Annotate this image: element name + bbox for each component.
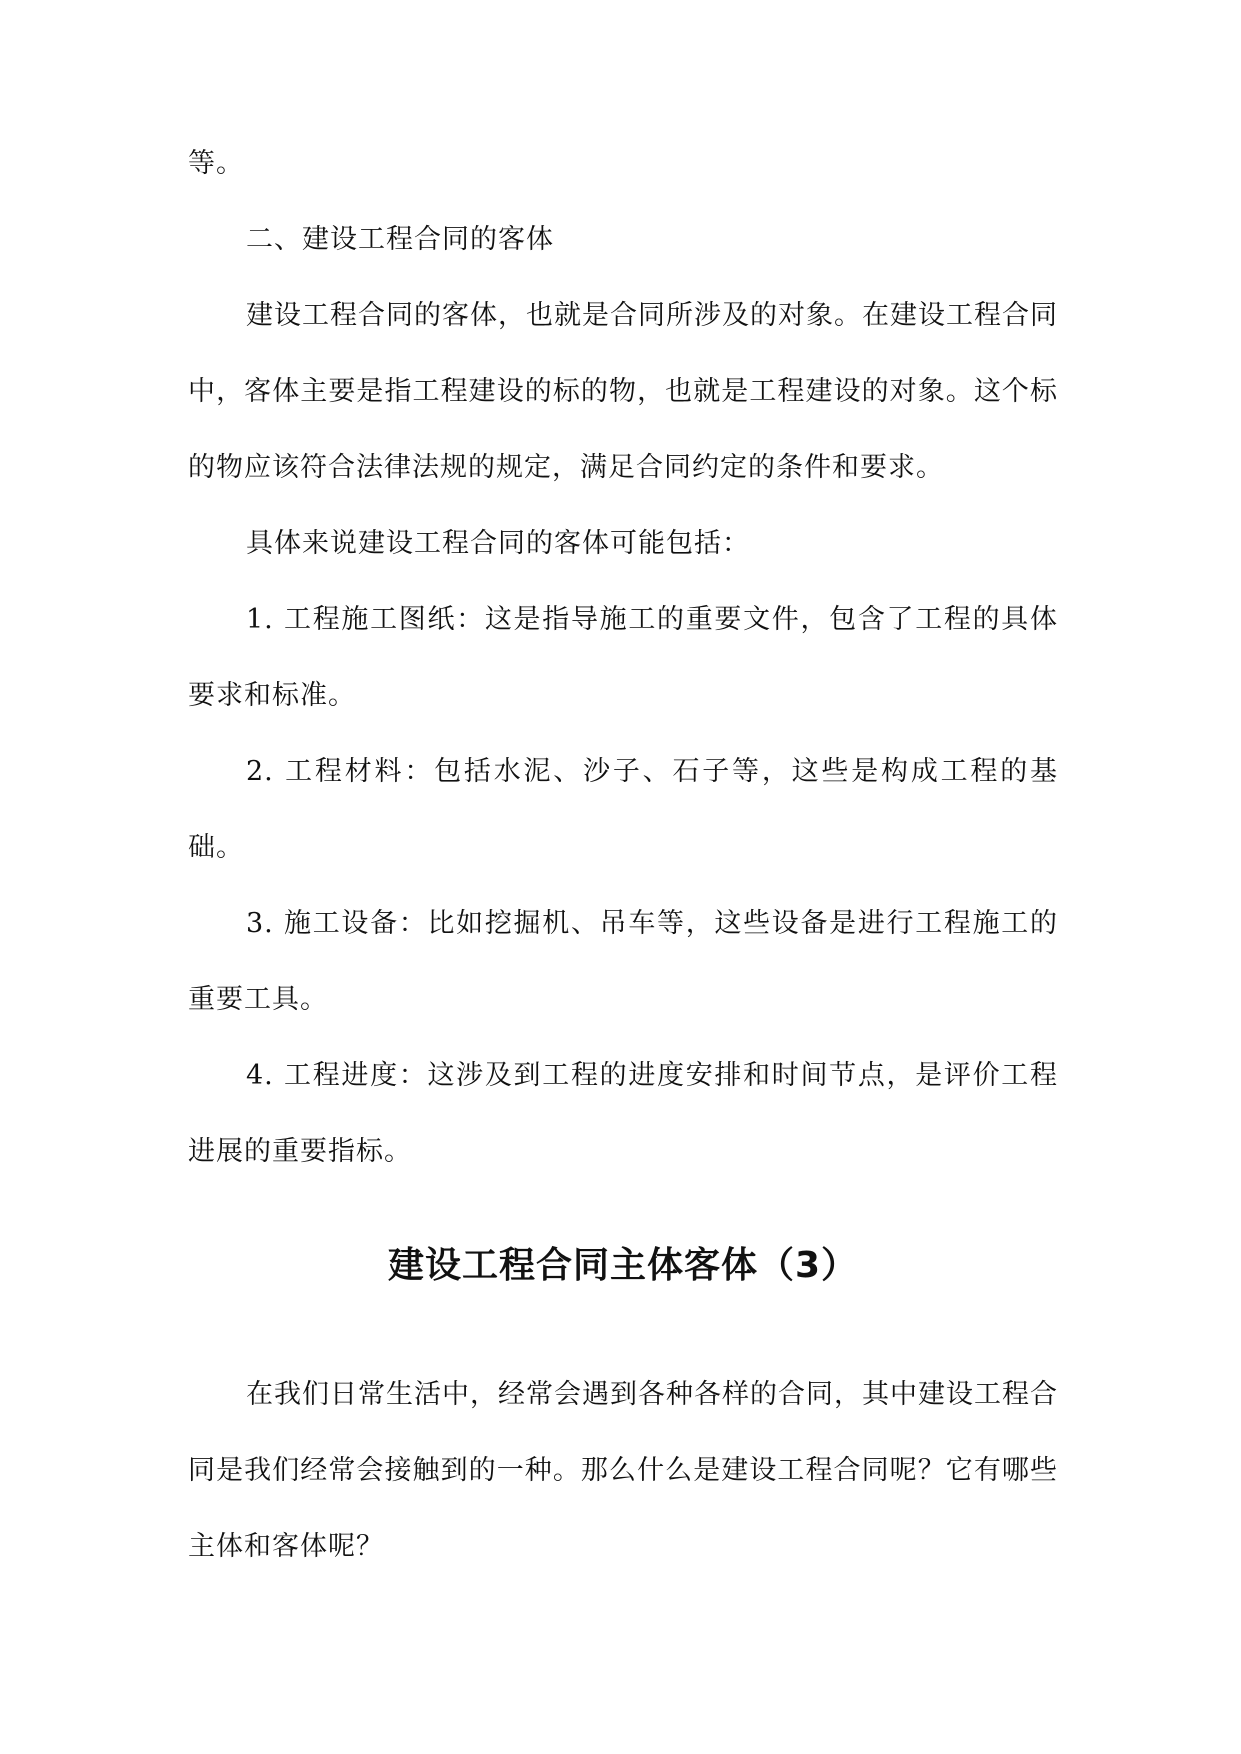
bottom-text-block <box>188 1357 1058 1585</box>
top-text-block <box>188 126 1058 1190</box>
list-item-drawings: 1. 工程施工图纸：这是指导施工的重要文件，包含了工程的具体要求和标准。 <box>188 604 1058 711</box>
paragraph-object-intro: 具体来说建设工程合同的客体可能包括： <box>246 528 750 559</box>
section-subheading: 二、建设工程合同的客体 <box>246 224 554 255</box>
paragraph-continuation: 等。 <box>188 148 244 179</box>
section-heading: 建设工程合同主体客体（3） <box>387 1245 859 1286</box>
list-item-equipment: 3. 施工设备：比如挖掘机、吊车等，这些设备是进行工程施工的重要工具。 <box>188 908 1058 1015</box>
section-heading-block <box>188 1236 1058 1296</box>
list-item-materials: 2. 工程材料：包括水泥、沙子、石子等，这些是构成工程的基础。 <box>188 756 1058 863</box>
paragraph-object-definition: 建设工程合同的客体，也就是合同所涉及的对象。在建设工程合同中，客体主要是指工程建设的标的物，也就是工程建设的对象。这个标的物应该符合法律法规的规定，满足合同约定的条件和要求。 <box>188 300 1058 483</box>
list-item-schedule: 4. 工程进度：这涉及到工程的进度安排和时间节点，是评价工程进展的重要指标。 <box>188 1060 1058 1167</box>
paragraph-intro-question: 在我们日常生活中，经常会遇到各种各样的合同，其中建设工程合同是我们经常会接触到的一种。那么什么是建设工程合同呢？它有哪些主体和客体呢？ <box>188 1379 1058 1562</box>
